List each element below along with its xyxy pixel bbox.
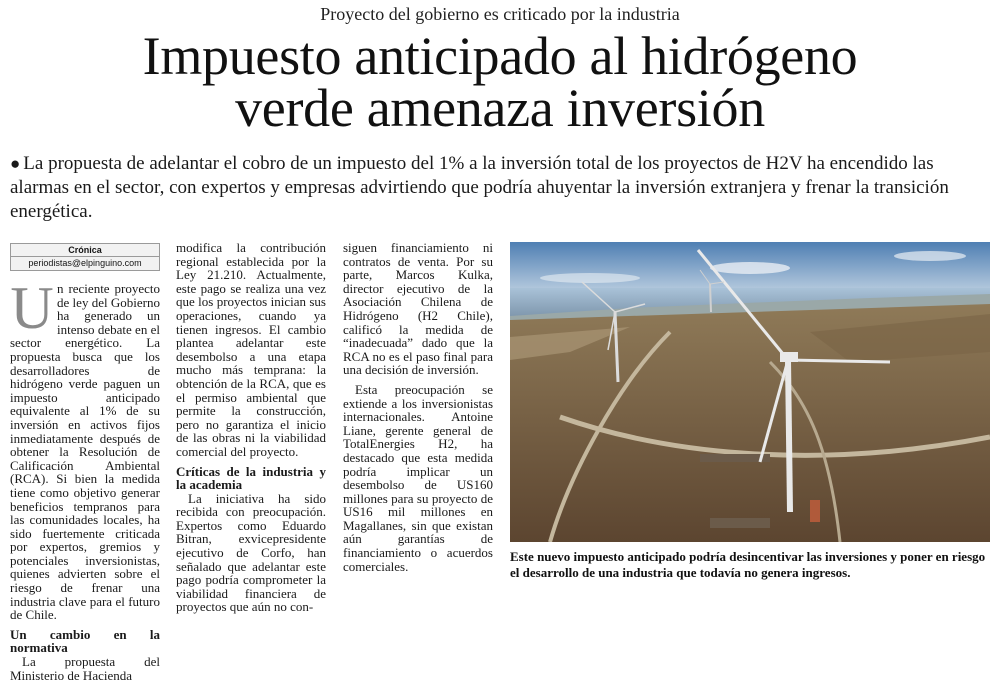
lead-paragraph bbox=[10, 152, 990, 224]
byline-email: periodistas@elpinguino.com bbox=[28, 258, 142, 268]
lead-text: La propuesta de adelantar el cobro de un impuesto del 1% a la inversión total de los proyectos de H2V ha encendido las alarmas en el sector, con expertos y empresas advirtiendo que podría ahuyentar la inversión extranjera y frenar la transición energética. bbox=[10, 153, 949, 222]
wind-turbines-illustration bbox=[510, 242, 990, 542]
article-paragraph: modifica la contribución regional establecida por la Ley 21.210. Actualmente, este pago se realiza una vez que los proyectos inician sus operaciones, cuando ya tienen ingresos. El cambio plantea adelantar este desembolso a una etapa mucho más temprana: la obtención de la RCA, que es el permiso ambiental que permite la construcción, pero no garantiza el inicio de las obras ni la viabilidad comercial del proyecto. bbox=[176, 240, 326, 459]
headline bbox=[40, 26, 960, 138]
article-paragraph: siguen financiamiento ni contratos de venta. Por su parte, Marcos Kulka, director ejecutivo de la Asociación Chilena de Hidrógeno (H2 Chile), calificó la medida de “inadecuada” dado que la RCA no es el paso final para una decisión de inversión. bbox=[343, 240, 493, 378]
article-paragraph: La propuesta del Ministerio de Hacienda bbox=[10, 654, 160, 683]
subheading: Críticas de la industria y la academia bbox=[176, 463, 326, 493]
article-column-3 bbox=[343, 241, 493, 573]
bullet-icon: ● bbox=[10, 154, 21, 173]
article-column-2 bbox=[176, 241, 326, 614]
article-column-1 bbox=[10, 275, 160, 683]
headline-line-2: verde amenaza inversión bbox=[235, 78, 765, 138]
headline-line-1: Impuesto anticipado al hidrógeno bbox=[142, 26, 858, 86]
byline-section: Crónica bbox=[11, 244, 159, 257]
wind-turbines-photo bbox=[510, 242, 990, 542]
drop-cap: U bbox=[10, 275, 54, 341]
subheading: Un cambio en la normativa bbox=[10, 626, 160, 656]
article-paragraph: Esta preocupación se extiende a los inversionistas internacionales. Antoine Liane, gerente general de TotalEnergies H2, ha destacado que esta medida podría implicar un desembolso de US160 millones para su proyecto de US16 mil millones en Magallanes, sin que existan aún garantías de financiamiento o acuerdos comerciales. bbox=[343, 381, 493, 574]
byline-box bbox=[10, 243, 160, 271]
article-paragraph: La iniciativa ha sido recibida con preocupación. Expertos como Eduardo Bitran, exvicepresidente ejecutivo de Corfo, han señalado que adelantar este pago podría comprometer la viabilidad financiera de proyectos que aún no con- bbox=[176, 490, 326, 615]
photo-caption: Este nuevo impuesto anticipado podría desincentivar las inversiones y poner en riesgo el desarrollo de una industria que todavía no genera ingresos. bbox=[510, 549, 986, 580]
kicker: Proyecto del gobierno es criticado por la industria bbox=[320, 4, 680, 24]
article-paragraph: Un reciente proyecto de ley del Gobierno ha generado un intenso debate en el sector energético. La propuesta busca que los desarrolladores de hidrógeno verde paguen un impuesto anticipado equivalente al 1% de su inversión en activos fijos inmediatamente después de obtener la Resolución de Calificación Ambiental (RCA). Si bien la medida tiene como objetivo generar beneficios tempranos para las comunidades locales, ha sido fuertemente criticada por expertos, gremios y potenciales inversionistas, quienes advierten sobre el riesgo de frenar una industria clave para el futuro de Chile. bbox=[10, 275, 160, 623]
